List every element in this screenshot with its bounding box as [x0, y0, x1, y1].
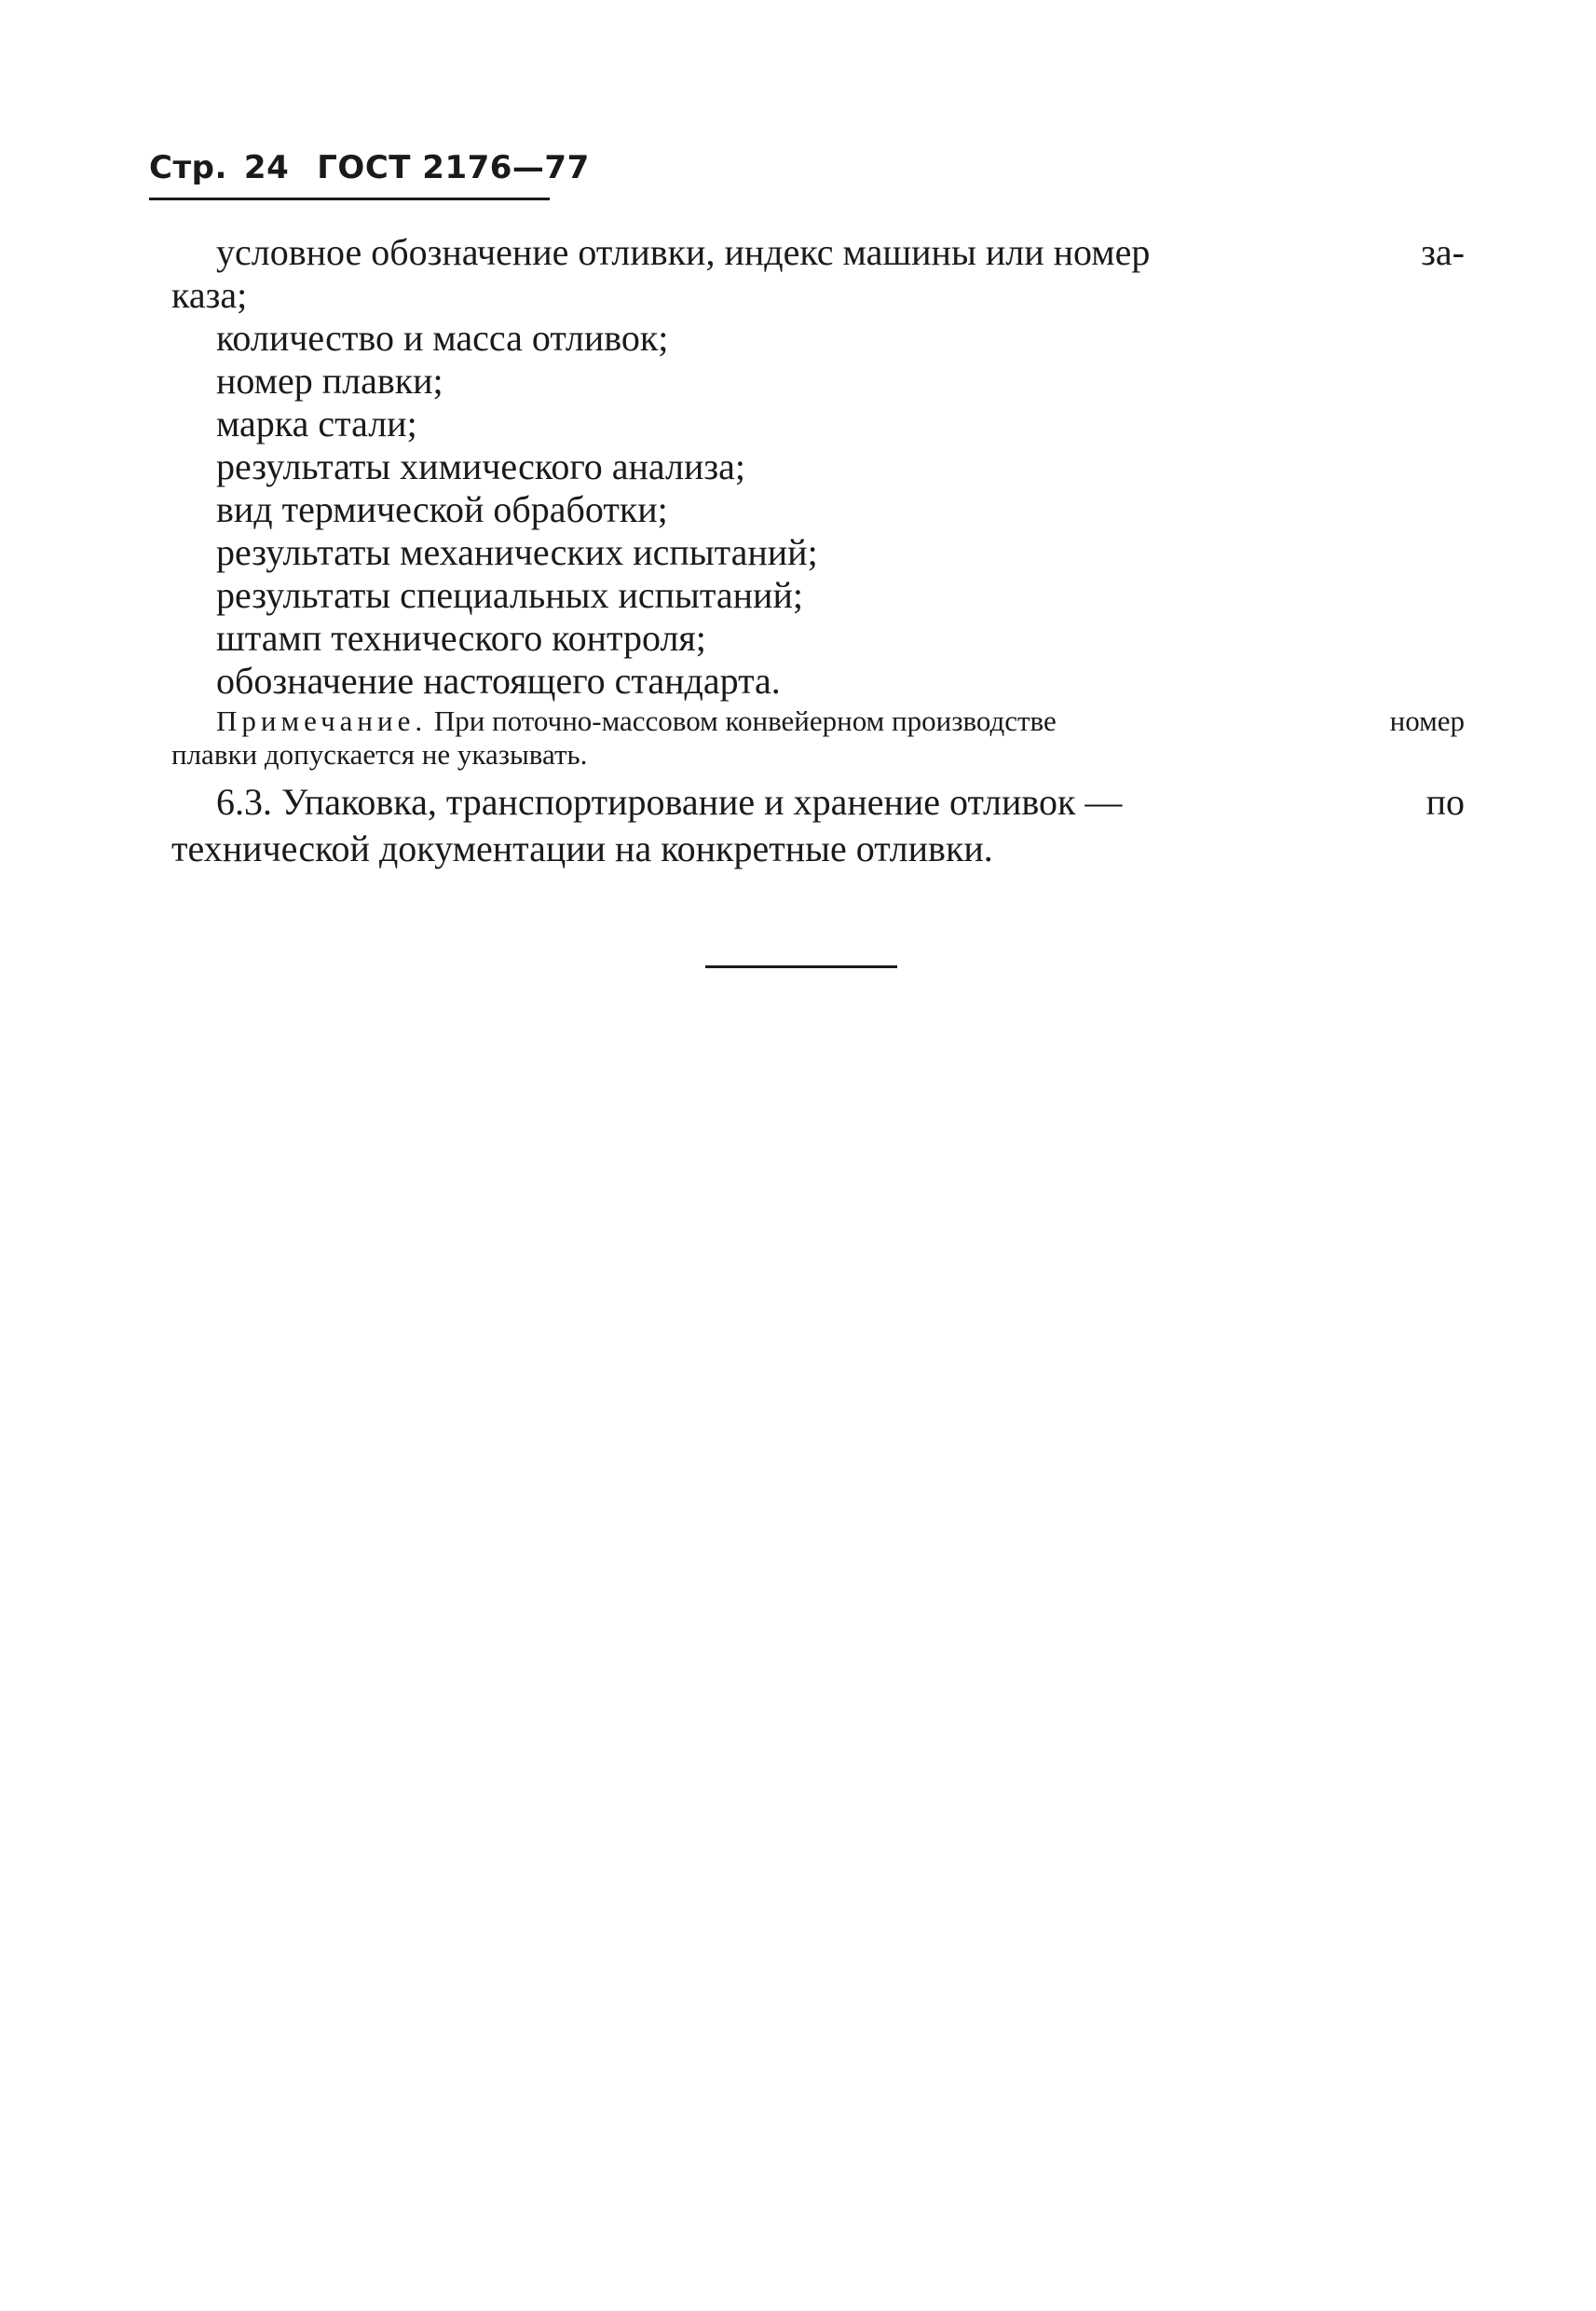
page-label: Стр. — [149, 149, 227, 186]
list-item: результаты химического анализа; — [216, 445, 746, 487]
list-item: результаты механических испытаний; — [216, 531, 818, 573]
list-item: количество и масса отливок; — [216, 317, 669, 359]
note-block — [171, 704, 1465, 772]
note-tail: номер — [1389, 704, 1465, 737]
section-6-3 — [171, 779, 1465, 872]
list-item-1-line-2: каза; — [171, 274, 248, 316]
page-number: 24 — [243, 149, 290, 186]
page-header — [149, 149, 590, 186]
list-item-1-text: условное обозначение отливки, индекс машины или номер — [216, 231, 1151, 273]
section-6-3-text: 6.3. Упаковка, транспортирование и хранение отливок — — [216, 781, 1123, 823]
note-line-1 — [216, 704, 1465, 738]
list-item: номер плавки; — [216, 360, 443, 402]
note-line-2: плавки допускается не указывать. — [171, 738, 588, 771]
section-6-3-line-2: технической документации на конкретные отливки. — [171, 827, 993, 869]
marking-list — [171, 231, 1465, 703]
note-text: При поточно-массовом конвейерном производстве — [433, 704, 1057, 737]
section-6-3-tail: по — [1425, 781, 1465, 823]
list-item: вид термической обработки; — [216, 488, 668, 530]
list-item: штамп технического контроля; — [216, 617, 706, 659]
list-item: обозначение настоящего стандарта. — [216, 660, 781, 702]
section-6-3-line-1 — [216, 779, 1465, 826]
note-label: Примечание. — [216, 704, 428, 737]
list-item-1-hyphen-tail: за- — [1421, 231, 1465, 273]
header-underline — [149, 198, 550, 200]
list-item-1-line-1 — [216, 231, 1465, 274]
end-divider — [705, 965, 897, 968]
list-item: результаты специальных испытаний; — [216, 574, 803, 616]
list-item: марка стали; — [216, 403, 417, 444]
standard-designation: ГОСТ 2176—77 — [317, 149, 590, 186]
